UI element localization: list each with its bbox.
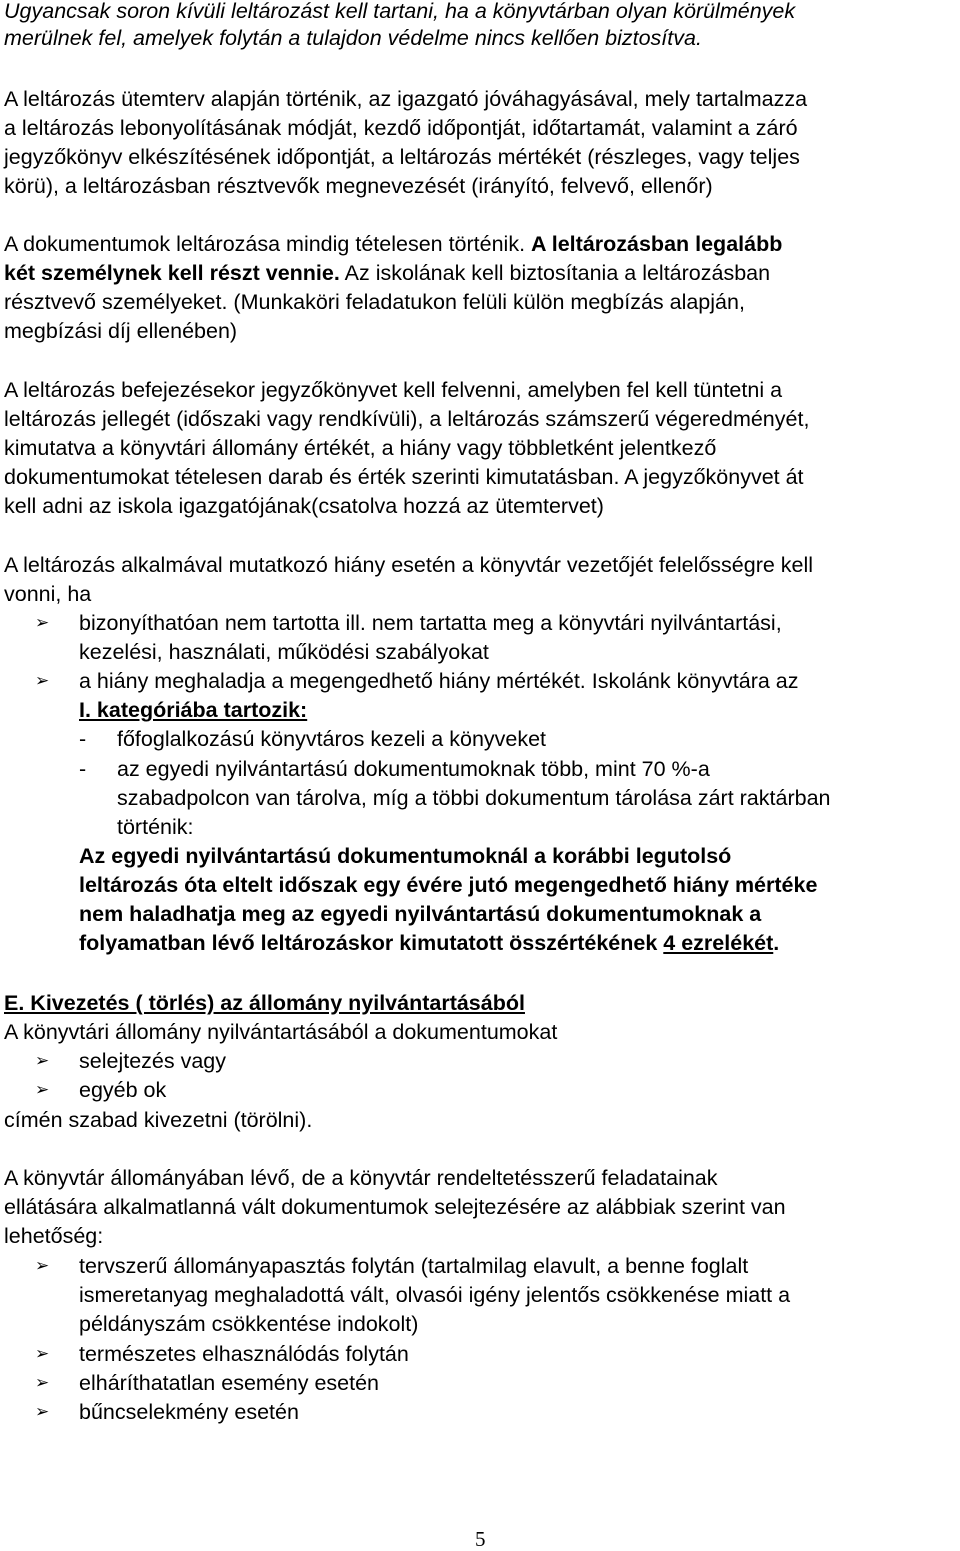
list-item-line: történik: <box>117 815 194 839</box>
bold-paragraph-line <box>79 930 779 956</box>
text-segment: . <box>773 931 780 955</box>
list-item-line: a hiány meghaladja a megengedhető hiány mértékét. Iskolánk könyvtára az <box>79 669 799 693</box>
paragraph-line: A leltározás alkalmával mutatkozó hiány esetén a könyvtár vezetőjét felelősségre kell <box>4 553 814 577</box>
paragraph-line: a leltározás lebonyolításának módját, kezdő időpontját, időtartamát, valamint a záró <box>4 116 798 140</box>
list-item-line: az egyedi nyilvántartású dokumentumoknak több, mint 70 %-a <box>117 757 710 781</box>
list-item-line: természetes elhasználódás folytán <box>79 1342 409 1366</box>
paragraph-line: kimutatva a könyvtári állomány értékét, a hiány vagy többletként jelentkező <box>4 436 717 460</box>
arrow-bullet-icon: ➢ <box>35 1402 50 1422</box>
paragraph-line: résztvevő személyeket. (Munkaköri feladatukon felüli külön megbízás alapján, <box>4 290 745 314</box>
list-item-line: szabadpolcon van tárolva, míg a többi dokumentum tárolása zárt raktárban <box>117 786 831 810</box>
list-item-line: ismeretanyag meghaladottá vált, olvasói igény jelentős csökkenése miatt a <box>79 1283 791 1307</box>
section-heading: E. Kivezetés ( törlés) az állomány nyilvántartásából <box>4 991 525 1015</box>
bold-paragraph-line: leltározás óta eltelt időszak egy évére jutó megengedhető hiány mértéke <box>79 873 818 897</box>
paragraph-line: megbízási díj ellenében) <box>4 319 238 343</box>
list-item-line: egyéb ok <box>79 1078 167 1102</box>
list-item-line: bűncselekmény esetén <box>79 1400 299 1424</box>
paragraph-line: jegyzőkönyv elkészítésének időpontját, a leltározás mértékét (részleges, vagy teljes <box>4 145 800 169</box>
list-item-line: elháríthatatlan esemény esetén <box>79 1371 380 1395</box>
paragraph-line <box>4 231 782 257</box>
paragraph-line: merülnek fel, amelyek folytán a tulajdon védelme nincs kellően biztosítva. <box>4 26 702 50</box>
text-segment: A dokumentumok leltározása mindig tételesen történik. <box>4 232 526 256</box>
paragraph-line: A leltározás befejezésekor jegyzőkönyvet kell felvenni, amelyben fel kell tüntetni a <box>4 378 783 402</box>
paragraph-line: címén szabad kivezetni (törölni). <box>4 1108 313 1132</box>
bold-text-segment: A leltározásban legalább <box>531 232 783 256</box>
paragraph-line: lehetőség: <box>4 1224 104 1248</box>
arrow-bullet-icon: ➢ <box>35 1080 50 1100</box>
dash-bullet-icon: - <box>79 757 87 781</box>
arrow-bullet-icon: ➢ <box>35 1256 50 1276</box>
category-heading: I. kategóriába tartozik: <box>79 698 308 722</box>
list-item-line: főfoglalkozású könyvtáros kezeli a könyveket <box>117 727 547 751</box>
paragraph-line: A könyvtár állományában lévő, de a könyvtár rendeltetésszerű feladatainak <box>4 1166 718 1190</box>
arrow-bullet-icon: ➢ <box>35 1344 50 1364</box>
dash-bullet-icon: - <box>79 727 87 751</box>
text-segment: folyamatban lévő leltározáskor kimutatott összértékének <box>79 931 658 955</box>
paragraph-line: Ugyancsak soron kívüli leltározást kell tartani, ha a könyvtárban olyan körülmények <box>4 0 796 23</box>
paragraph-line: vonni, ha <box>4 582 92 606</box>
page-number: 5 <box>475 1527 486 1551</box>
paragraph-line: A könyvtári állomány nyilvántartásából a dokumentumokat <box>4 1020 558 1044</box>
list-item-line: példányszám csökkentése indokolt) <box>79 1312 419 1336</box>
paragraph-line: kell adni az iskola igazgatójának(csatolva hozzá az ütemtervet) <box>4 494 604 518</box>
bold-paragraph-line: nem haladhatja meg az egyedi nyilvántartású dokumentumoknak a <box>79 902 762 926</box>
underlined-text-segment: 4 ezrelékét <box>663 931 774 955</box>
paragraph-line: ellátására alkalmatlanná vált dokumentumok selejtezésére az alábbiak szerint van <box>4 1195 786 1219</box>
list-item-line: bizonyíthatóan nem tartotta ill. nem tartatta meg a könyvtári nyilvántartási, <box>79 611 782 635</box>
arrow-bullet-icon: ➢ <box>35 1051 50 1071</box>
bold-text-segment: két személynek kell részt vennie. <box>4 261 340 285</box>
paragraph-line <box>4 260 770 286</box>
arrow-bullet-icon: ➢ <box>35 1373 50 1393</box>
arrow-bullet-icon: ➢ <box>35 613 50 633</box>
list-item-line: kezelési, használati, működési szabályokat <box>79 640 489 664</box>
arrow-bullet-icon: ➢ <box>35 671 50 691</box>
paragraph-line: A leltározás ütemterv alapján történik, az igazgató jóváhagyásával, mely tartalmazza <box>4 87 808 111</box>
paragraph-line: körü), a leltározásban résztvevők megnevezését (irányító, felvevő, ellenőr) <box>4 174 713 198</box>
list-item-line: tervszerű állományapasztás folytán (tartalmilag elavult, a benne foglalt <box>79 1254 749 1278</box>
paragraph-line: leltározás jellegét (időszaki vagy rendkívüli), a leltározás számszerű végeredményét, <box>4 407 810 431</box>
bold-paragraph-line: Az egyedi nyilvántartású dokumentumoknál a korábbi legutolsó <box>79 844 732 868</box>
paragraph-line: dokumentumokat tételesen darab és érték szerinti kimutatásban. A jegyzőkönyvet át <box>4 465 804 489</box>
text-segment: Az iskolának kell biztosítania a leltározásban <box>344 261 771 285</box>
list-item-line: selejtezés vagy <box>79 1049 226 1073</box>
